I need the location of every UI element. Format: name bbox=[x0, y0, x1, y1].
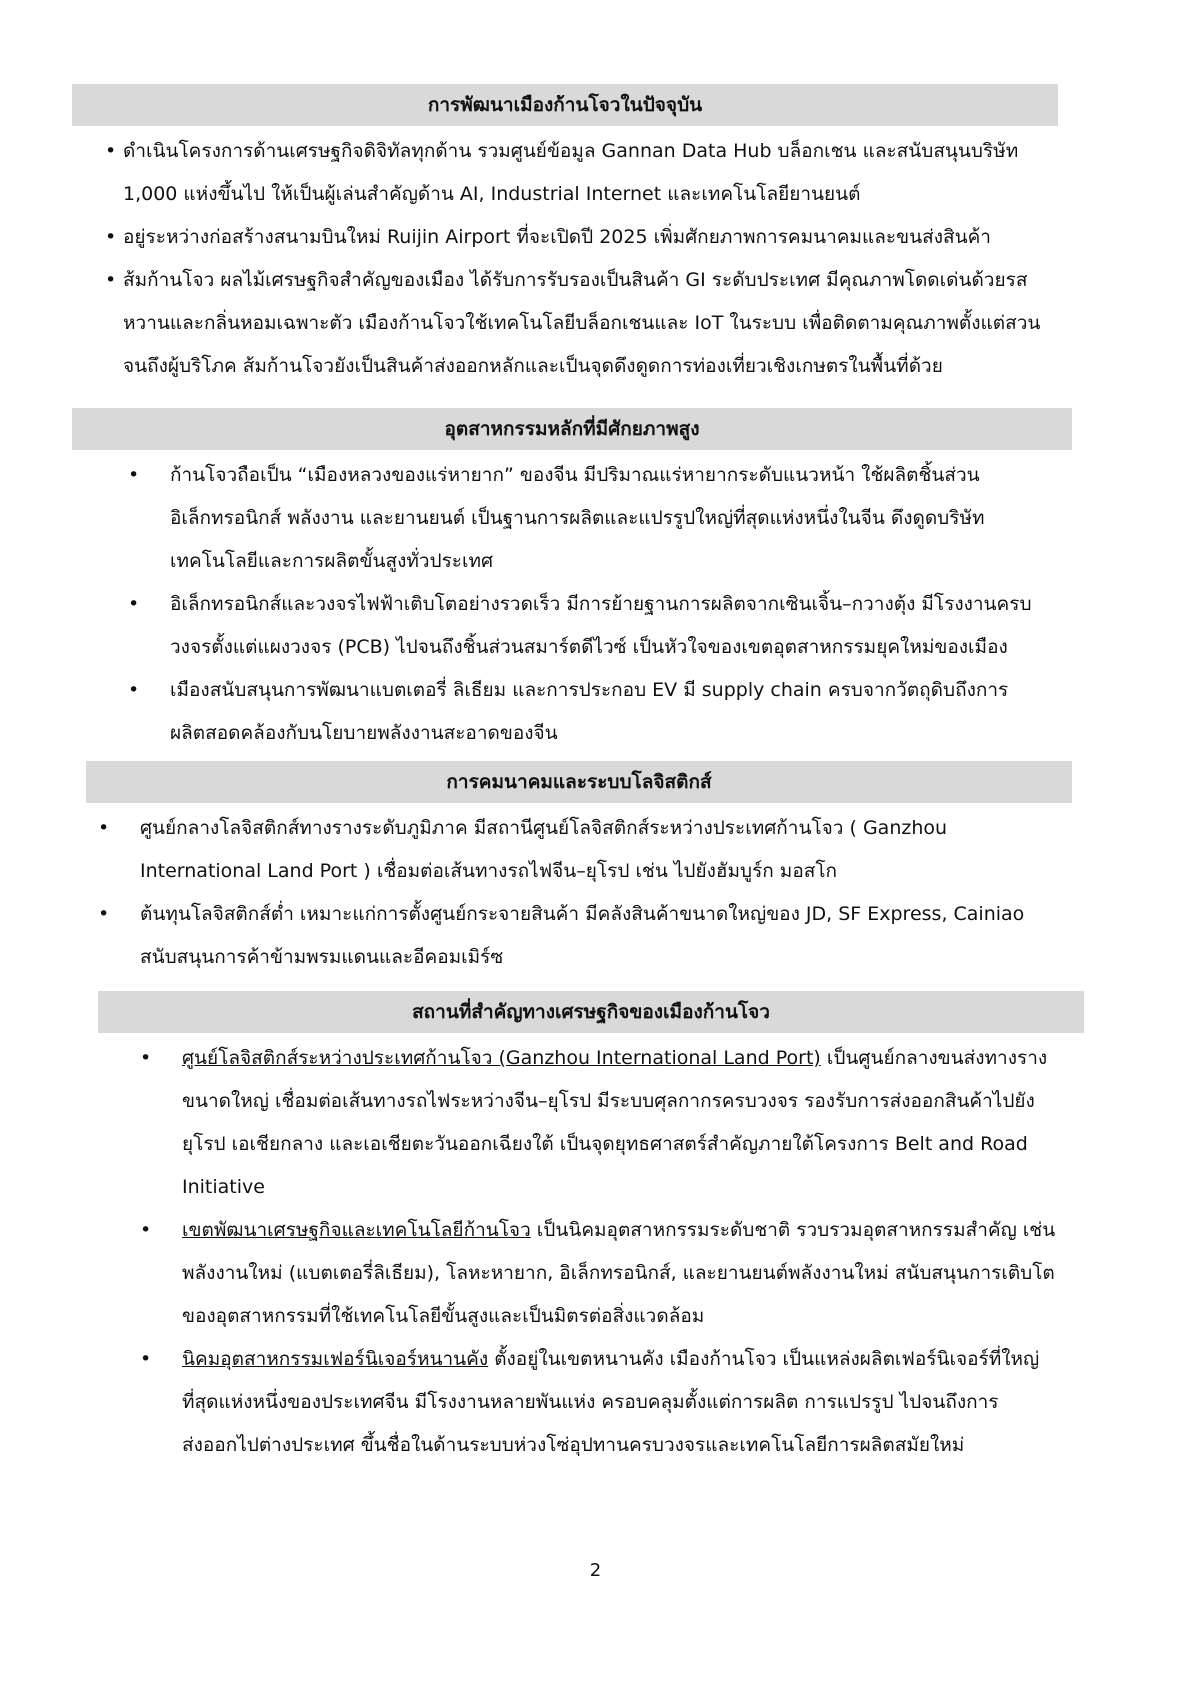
section-heading-logistics: การคมนาคมและระบบโลจิสติกส์ bbox=[86, 761, 1072, 803]
item-text: ตั้งอยู่ในเขตหนานคัง เมืองก้านโจว เป็นแหล่งผลิตเฟอร์นิเจอร์ที่ใหญ่ bbox=[488, 1348, 1040, 1370]
item-line bbox=[182, 1037, 1142, 1080]
item-line: ที่สุดแห่งหนึ่งของประเทศจีน มีโรงงานหลายพันแห่ง ครอบคลุมตั้งแต่การผลิต การแปรรูป ไปจนถึงการ bbox=[182, 1391, 999, 1413]
item-line: ยุโรป เอเชียกลาง และเอเชียตะวันออกเฉียงใต้ เป็นจุดยุทธศาสตร์สำคัญภายใต้โครงการ Belt and Road bbox=[182, 1133, 1028, 1155]
bullet: • bbox=[105, 269, 117, 291]
bullet: • bbox=[98, 903, 110, 925]
section-heading-development: การพัฒนาเมืองก้านโจวในปัจจุบัน bbox=[72, 84, 1058, 126]
section-heading-industries: อุตสาหกรรมหลักที่มีศักยภาพสูง bbox=[72, 408, 1072, 450]
item-line: เมืองสนับสนุนการพัฒนาแบตเตอรี่ ลิเธียม และการประกอบ EV มี supply chain ครบจากวัตถุดิบถึงการ bbox=[170, 679, 1009, 701]
list-item bbox=[123, 130, 1123, 216]
item-line: สนับสนุนการค้าข้ามพรมแดนและอีคอมเมิร์ซ bbox=[140, 946, 504, 968]
section-heading-landmarks: สถานที่สำคัญทางเศรษฐกิจของเมืองก้านโจว bbox=[98, 991, 1084, 1033]
page-number: 2 bbox=[589, 1560, 602, 1581]
list-item bbox=[140, 807, 1140, 893]
item-line: ก้านโจวถือเป็น “เมืองหลวงของแร่หายาก” ของจีน มีปริมาณแร่หายากระดับแนวหน้า ใช้ผลิตชิ้นส่วน bbox=[170, 464, 980, 486]
place-name: นิคมอุตสาหกรรมเฟอร์นิเจอร์หนานคัง bbox=[182, 1348, 489, 1370]
list-item bbox=[170, 583, 1140, 669]
list-item bbox=[182, 1338, 1142, 1467]
item-line: วงจรตั้งแต่แผงวงจร (PCB) ไปจนถึงชิ้นส่วนสมาร์ตดีไวซ์ เป็นหัวใจของเขตอุตสาหกรรมยุคใหม่ของเมือง bbox=[170, 636, 1008, 658]
place-name: ศูนย์โลจิสติกส์ระหว่างประเทศก้านโจว (Ganzhou International Land Port) bbox=[182, 1047, 821, 1069]
item-line: อิเล็กทรอนิกส์และวงจรไฟฟ้าเติบโตอย่างรวดเร็ว มีการย้ายฐานการผลิตจากเซินเจิ้น–กวางตุ้ง มีโรงงานครบ bbox=[170, 593, 1032, 615]
bullet: • bbox=[128, 679, 140, 701]
item-line bbox=[182, 1338, 1142, 1381]
bullet: • bbox=[128, 464, 140, 486]
item-line: อิเล็กทรอนิกส์ พลังงาน และยานยนต์ เป็นฐานการผลิตและแปรรูปใหญ่ที่สุดแห่งหนึ่งในจีน ดึงดูดบริษัท bbox=[170, 507, 985, 529]
item-line: 1,000 แห่งขึ้นไป ให้เป็นผู้เล่นสำคัญด้าน AI, Industrial Internet และเทคโนโลยียานยนต์ bbox=[123, 183, 861, 205]
item-line: ส้มก้านโจว ผลไม้เศรษฐกิจสำคัญของเมือง ได้รับการรับรองเป็นสินค้า GI ระดับประเทศ มีคุณภาพโดดเด่นด้วยรส bbox=[123, 269, 1028, 291]
bullet: • bbox=[140, 1348, 152, 1370]
item-line: ของอุตสาหกรรมที่ใช้เทคโนโลยีขั้นสูงและเป็นมิตรต่อสิ่งแวดล้อม bbox=[182, 1305, 705, 1327]
place-name: เขตพัฒนาเศรษฐกิจและเทคโนโลยีก้านโจว bbox=[182, 1219, 531, 1241]
bullet: • bbox=[105, 140, 117, 162]
bullet: • bbox=[128, 593, 140, 615]
item-line: ขนาดใหญ่ เชื่อมต่อเส้นทางรถไฟระหว่างจีน–ยุโรป มีระบบศุลกากรครบวงจร รองรับการส่งออกสินค้าไปยัง bbox=[182, 1090, 1035, 1112]
item-line: พลังงานใหม่ (แบตเตอรี่ลิเธียม), โลหะหายาก, อิเล็กทรอนิกส์, และยานยนต์พลังงานใหม่ สนับสนุนการเติบโต bbox=[182, 1262, 1055, 1284]
item-line: ศูนย์กลางโลจิสติกส์ทางรางระดับภูมิภาค มีสถานีศูนย์โลจิสติกส์ระหว่างประเทศก้านโจว ( Ganzhou bbox=[140, 817, 948, 839]
item-line: อยู่ระหว่างก่อสร้างสนามบินใหม่ Ruijin Airport ที่จะเปิดปี 2025 เพิ่มศักยภาพการคมนาคมและขนส่งสินค้า bbox=[123, 226, 991, 248]
item-line: จนถึงผู้บริโภค ส้มก้านโจวยังเป็นสินค้าส่งออกหลักและเป็นจุดดึงดูดการท่องเที่ยวเชิงเกษตรในพื้นที่ด้วย bbox=[123, 355, 943, 377]
list-item bbox=[170, 669, 1140, 755]
item-line: ผลิตสอดคล้องกับนโยบายพลังงานสะอาดของจีน bbox=[170, 722, 558, 744]
list-item bbox=[140, 893, 1140, 979]
bullet: • bbox=[98, 817, 110, 839]
list-item bbox=[182, 1209, 1142, 1338]
list-item bbox=[123, 216, 1123, 259]
bullet: • bbox=[140, 1219, 152, 1241]
item-line: ต้นทุนโลจิสติกส์ต่ำ เหมาะแก่การตั้งศูนย์กระจายสินค้า มีคลังสินค้าขนาดใหญ่ของ JD, SF Express, Cainiao bbox=[140, 903, 1025, 925]
item-line: หวานและกลิ่นหอมเฉพาะตัว เมืองก้านโจวใช้เทคโนโลยีบล็อกเชนและ IoT ในระบบ เพื่อติดตามคุณภาพตั้งแต่สวน bbox=[123, 312, 1041, 334]
list-item bbox=[182, 1037, 1142, 1209]
item-line: เทคโนโลยีและการผลิตขั้นสูงทั่วประเทศ bbox=[170, 550, 494, 572]
item-line bbox=[182, 1209, 1142, 1252]
item-line: ส่งออกไปต่างประเทศ ขึ้นชื่อในด้านระบบห่วงโซ่อุปทานครบวงจรและเทคโนโลยีการผลิตสมัยใหม่ bbox=[182, 1434, 965, 1456]
list-item bbox=[123, 259, 1143, 388]
item-text: เป็นศูนย์กลางขนส่งทางราง bbox=[820, 1047, 1048, 1069]
bullet: • bbox=[105, 226, 117, 248]
bullet: • bbox=[140, 1047, 152, 1069]
item-line: International Land Port ) เชื่อมต่อเส้นทางรถไฟจีน–ยุโรป เช่น ไปยังฮัมบูร์ก มอสโก bbox=[140, 860, 838, 882]
list-item bbox=[170, 454, 1140, 583]
item-line: ดำเนินโครงการด้านเศรษฐกิจดิจิทัลทุกด้าน รวมศูนย์ข้อมูล Gannan Data Hub บล็อกเชน และสนับสนุนบริษัท bbox=[123, 140, 1019, 162]
item-line: Initiative bbox=[182, 1176, 265, 1198]
item-text: เป็นนิคมอุตสาหกรรมระดับชาติ รวบรวมอุตสาหกรรมสำคัญ เช่น bbox=[530, 1219, 1056, 1241]
